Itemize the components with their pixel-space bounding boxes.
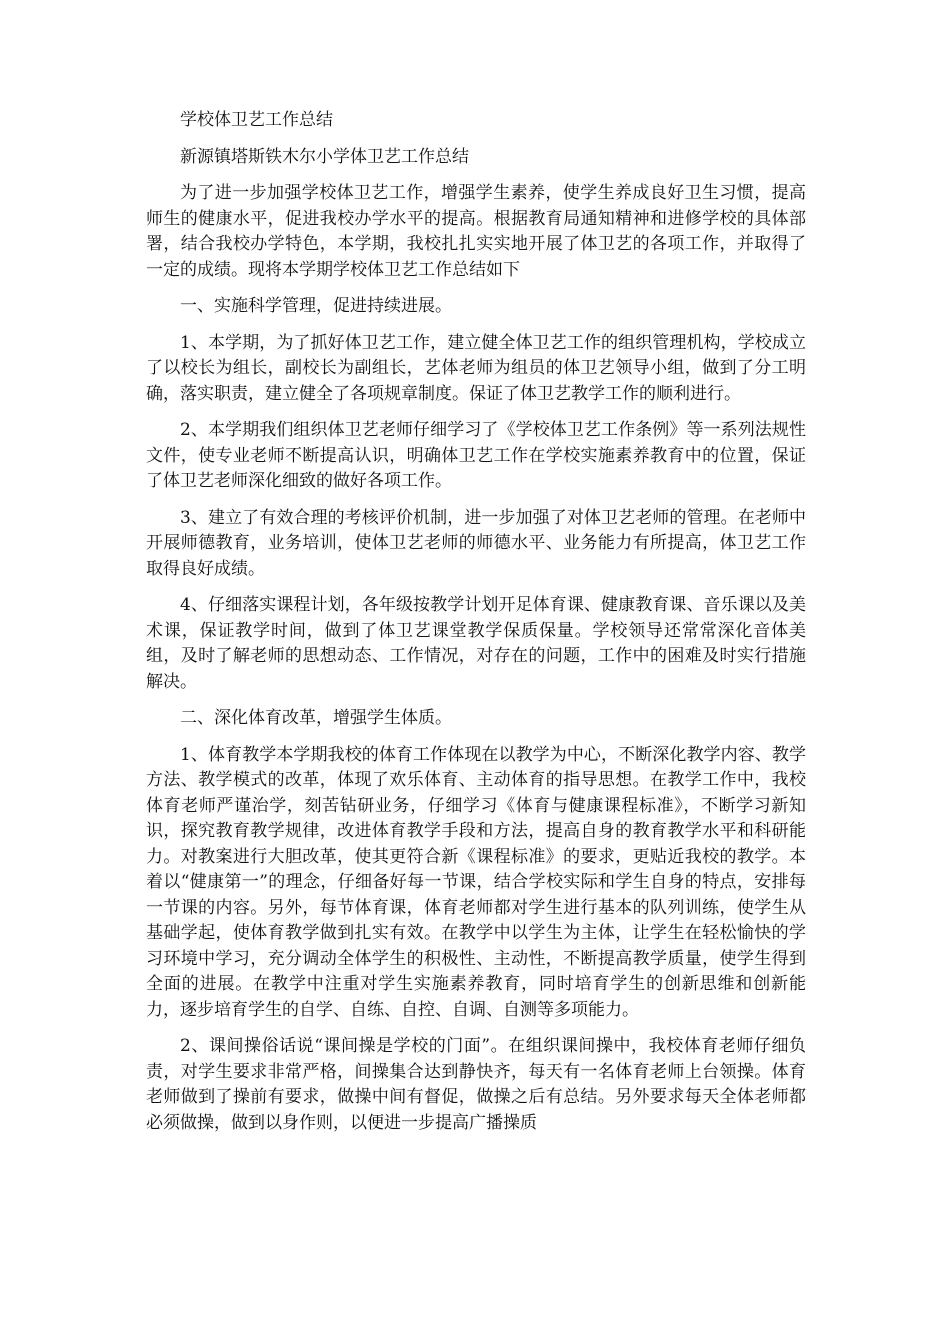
document-page	[146, 108, 806, 1147]
body-paragraph: 2、课间操俗话说“课间操是学校的门面”。在组织课间操中，我校体育老师仔细负责，对学生要求非常严格，间操集合达到静快齐，每天有一名体育老师上台领操。体育老师做到了操前有要求，做操中间有督促，做操之后有总结。另外要求每天全体老师都必须做操，做到以身作则，以便进一步提高广播操质	[146, 1036, 806, 1133]
section-heading-1: 一、实施科学管理，促进持续进展。	[180, 296, 452, 316]
body-paragraph: 2、本学期我们组织体卫艺老师仔细学习了《学校体卫艺工作条例》等一系列法规性文件，使专业老师不断提高认识，明确体卫艺工作在学校实施素养教育中的位置，保证了体卫艺老师深化细致的做好各项工作。	[146, 420, 806, 491]
body-paragraph: 4、仔细落实课程计划，各年级按教学计划开足体育课、健康教育课、音乐课以及美术课，保证教学时间，做到了体卫艺课堂教学保质保量。学校领导还常常深化音体美组，及时了解老师的思想动态、工作情况，对存在的问题，工作中的困难及时实行措施解决。	[146, 595, 806, 692]
document-title: 学校体卫艺工作总结	[180, 110, 333, 130]
body-paragraph: 1、体育教学本学期我校的体育工作体现在以教学为中心，不断深化教学内容、教学方法、教学模式的改革，体现了欢乐体育、主动体育的指导思想。在教学工作中，我校体育老师严谨治学，刻苦钻研业务，仔细学习《体育与健康课程标准》，不断学习新知识，探究教育教学规律，改进体育教学手段和方法，提高自身的教育教学水平和科研能力。对教案进行大胆改革，使其更符合新《课程标准》的要求，更贴近我校的教学。本着以“健康第一”的理念，仔细备好每一节课，结合学校实际和学生自身的特点，安排每一节课的内容。另外，每节体育课，体育老师都对学生进行基本的队列训练，使学生从基础学起，使体育教学做到扎实有效。在教学中以学生为主体，让学生在轻松愉快的学习环境中学习，充分调动全体学生的积极性、主动性，不断提高教学质量，使学生得到全面的进展。在教学中注重对学生实施素养教育，同时培育学生的创新思维和创新能力，逐步培育学生的自学、自练、自控、自调、自测等多项能力。	[146, 744, 806, 1020]
intro-paragraph: 为了进一步加强学校体卫艺工作，增强学生素养，使学生养成良好卫生习惯，提高师生的健康水平，促进我校办学水平的提高。根据教育局通知精神和进修学校的具体部署，结合我校办学特色，本学期，我校扎扎实实地开展了体卫艺的各项工作，并取得了一定的成绩。现将本学期学校体卫艺工作总结如下	[146, 183, 806, 280]
section-heading-2: 二、深化体育改革，增强学生体质。	[180, 708, 452, 728]
body-paragraph: 1、本学期，为了抓好体卫艺工作，建立健全体卫艺工作的组织管理机构，学校成立了以校长为组长，副校长为副组长，艺体老师为组员的体卫艺领导小组，做到了分工明确，落实职责，建立健全了各项规章制度。保证了体卫艺教学工作的顺利进行。	[146, 332, 806, 404]
body-paragraph: 3、建立了有效合理的考核评价机制，进一步加强了对体卫艺老师的管理。在老师中开展师德教育，业务培训，使体卫艺老师的师德水平、业务能力有所提高，体卫艺工作取得良好成绩。	[146, 507, 806, 579]
document-subtitle: 新源镇塔斯铁木尔小学体卫艺工作总结	[180, 146, 469, 167]
